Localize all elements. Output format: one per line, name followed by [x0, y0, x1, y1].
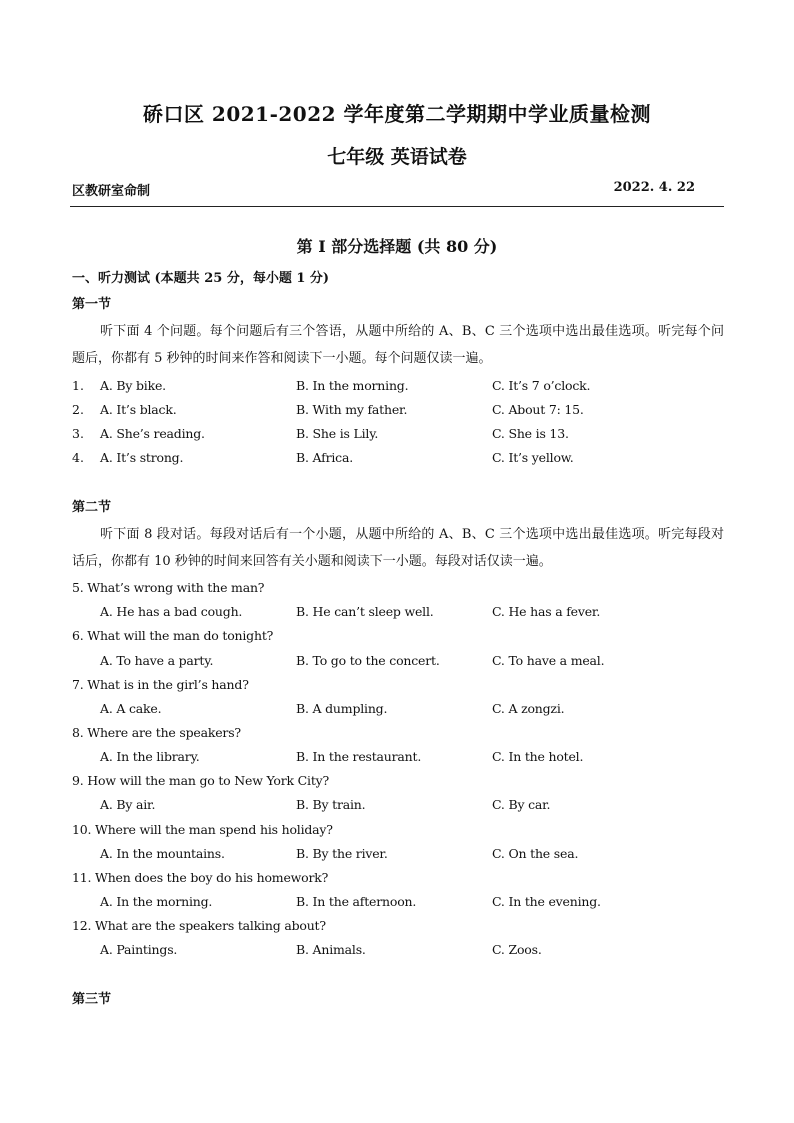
issuer-label: 区教研室命制 [72, 184, 151, 199]
question-text: 11. When does the boy do his homework? [72, 870, 329, 885]
option-b: B. He can’t sleep well. [296, 604, 434, 619]
option-a: A. In the library. [100, 749, 200, 764]
option-a: A. By bike. [100, 378, 166, 393]
section2-instructions: 听下面 8 段对话。每段对话后有一个小题，从题中所给的 A、B、C 三个选项中选出最佳选项。听完每段对话后，你都有 10 秒钟的时间来回答有关小题和阅读下一小题。每段对话仅读一遍。 [72, 527, 724, 569]
option-a: A. To have a party. [100, 653, 214, 668]
question-number: 3. [72, 426, 84, 441]
option-b: B. To go to the concert. [296, 653, 440, 668]
option-c: C. In the evening. [492, 894, 601, 909]
section1-instructions: 听下面 4 个问题。每个问题后有三个答语，从题中所给的 A、B、C 三个选项中选出最佳选项。听完每个问题后，你都有 5 秒钟的时间来作答和阅读下一小题。每个问题仅读一遍。 [72, 324, 724, 366]
option-a: A. It’s strong. [100, 450, 184, 465]
option-c: C. It’s 7 o’clock. [492, 378, 591, 393]
question-text: 10. Where will the man spend his holiday? [72, 822, 333, 837]
option-b: B. In the afternoon. [296, 894, 417, 909]
question-number: 2. [72, 402, 84, 417]
question-text: 8. Where are the speakers? [72, 725, 241, 740]
question-text: 9. How will the man go to New York City? [72, 773, 330, 788]
option-b: B. Animals. [296, 942, 366, 957]
question-text: 12. What are the speakers talking about? [72, 918, 326, 933]
header-divider [70, 206, 724, 207]
option-c: C. A zongzi. [492, 701, 565, 716]
option-c: C. Zoos. [492, 942, 542, 957]
option-a: A. In the mountains. [100, 846, 225, 861]
section2-heading: 第二节 [72, 500, 112, 515]
option-c: C. In the hotel. [492, 749, 584, 764]
section3-heading: 第三节 [72, 992, 112, 1007]
question-number: 4. [72, 450, 84, 465]
question-text: 5. What’s wrong with the man? [72, 580, 265, 595]
exam-date: 2022. 4. 22 [613, 180, 695, 195]
option-c: C. It’s yellow. [492, 450, 574, 465]
option-a: A. In the morning. [100, 894, 213, 909]
option-b: B. In the morning. [296, 378, 409, 393]
question-text: 7. What is in the girl’s hand? [72, 677, 249, 692]
option-c: C. On the sea. [492, 846, 579, 861]
option-a: A. He has a bad cough. [100, 604, 243, 619]
option-a: A. Paintings. [100, 942, 178, 957]
option-a: A. A cake. [100, 701, 162, 716]
option-a: A. It’s black. [100, 402, 177, 417]
option-b: B. She is Lily. [296, 426, 379, 441]
option-c: C. She is 13. [492, 426, 569, 441]
option-b: B. With my father. [296, 402, 408, 417]
option-c: C. He has a fever. [492, 604, 601, 619]
option-b: B. Africa. [296, 450, 353, 465]
option-c: C. To have a meal. [492, 653, 605, 668]
option-b: B. A dumpling. [296, 701, 388, 716]
question-text: 6. What will the man do tonight? [72, 628, 274, 643]
part-title: 第 I 部分选择题 (共 80 分) [296, 237, 498, 256]
exam-title: 硚口区 2021-2022 学年度第二学期期中学业质量检测 [142, 102, 652, 126]
option-a: A. She’s reading. [100, 426, 205, 441]
option-c: C. About 7: 15. [492, 402, 584, 417]
option-b: B. In the restaurant. [296, 749, 422, 764]
option-b: B. By the river. [296, 846, 388, 861]
section1-heading: 第一节 [72, 297, 112, 312]
option-a: A. By air. [100, 797, 156, 812]
option-c: C. By car. [492, 797, 551, 812]
question-number: 1. [72, 378, 84, 393]
option-b: B. By train. [296, 797, 366, 812]
section-heading-listening: 一、听力测试 (本题共 25 分，每小题 1 分) [72, 271, 330, 286]
exam-subtitle: 七年级 英语试卷 [327, 146, 467, 168]
